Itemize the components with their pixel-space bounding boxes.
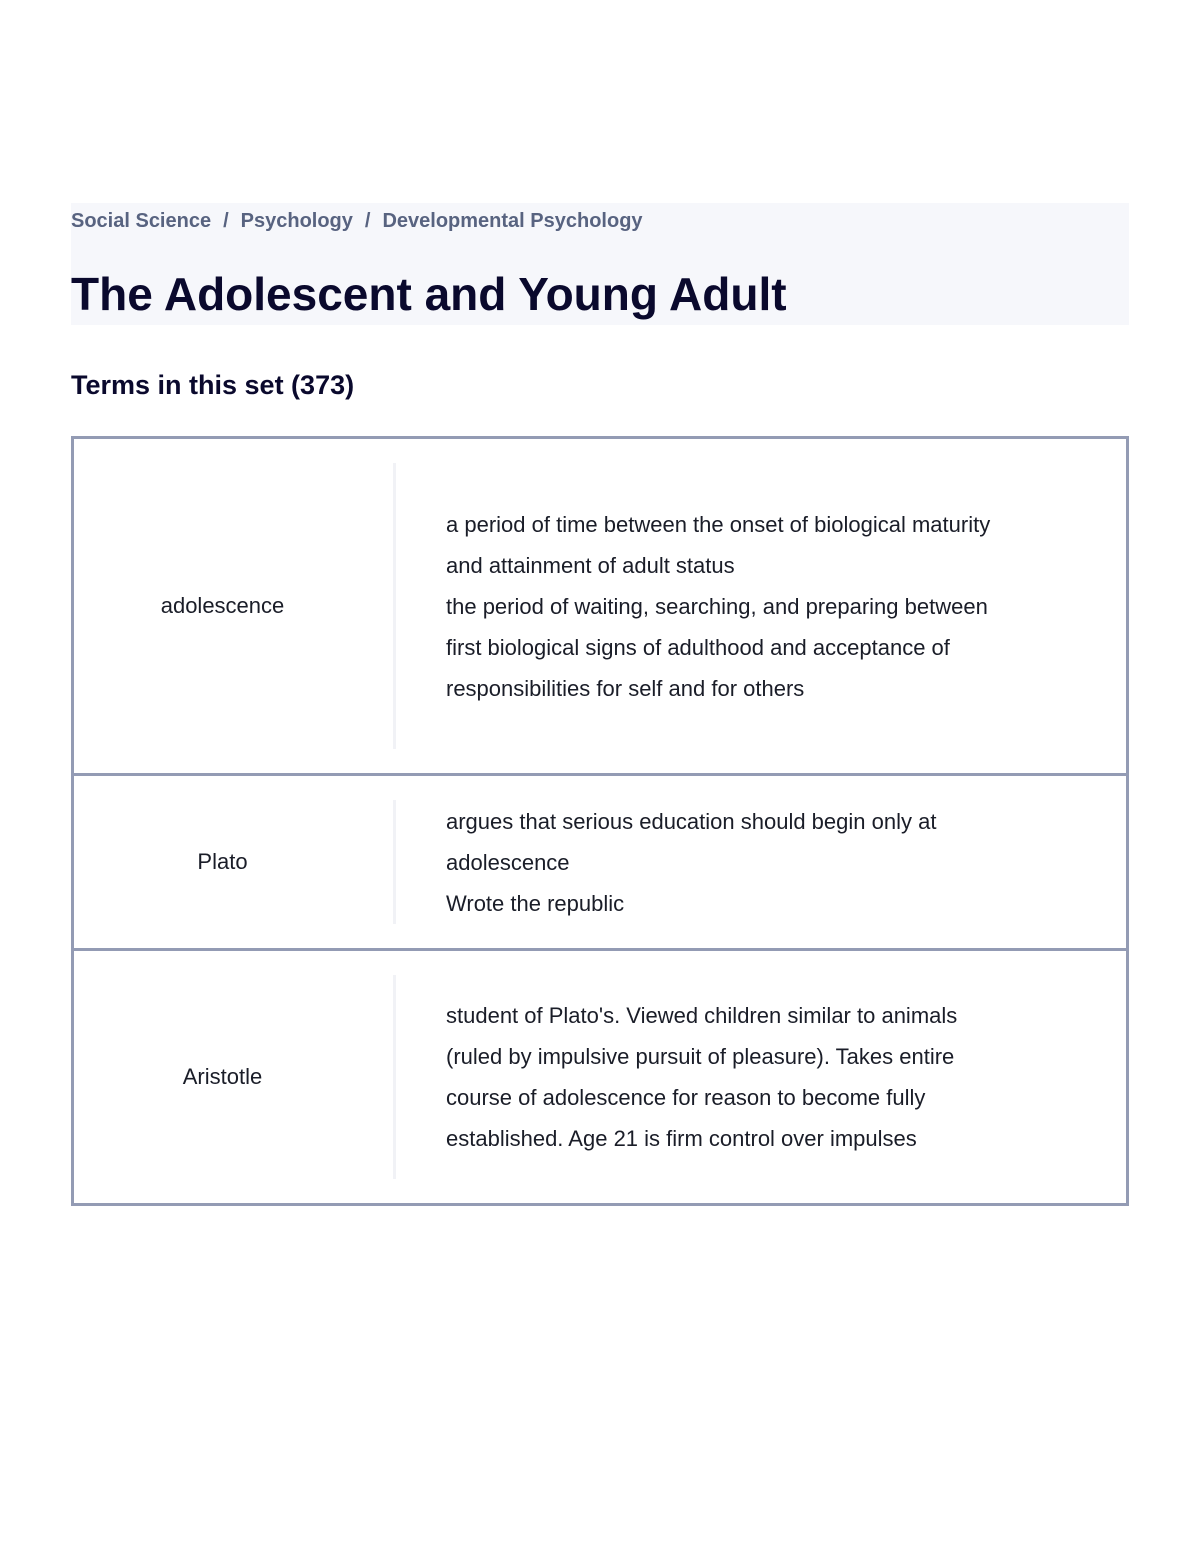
term-definition <box>396 776 1046 948</box>
term-definition <box>396 951 1046 1203</box>
term-word: Aristotle <box>182 1064 263 1089</box>
definition-line: the period of waiting, searching, and preparing between first biological signs of adulthood and acceptance of responsibilities for self and for others <box>446 593 988 701</box>
breadcrumb-link-psychology[interactable]: Psychology <box>240 209 353 232</box>
term-card-aristotle[interactable] <box>71 948 1129 1206</box>
definition-line: a period of time between the onset of biological maturity and attainment of adult status <box>446 511 991 578</box>
definition-line: Wrote the republic <box>446 890 625 916</box>
definition-line: argues that serious education should begin only at adolescence <box>446 808 937 875</box>
term-definition <box>396 439 1046 773</box>
term-word: Plato <box>197 849 248 874</box>
breadcrumb-link-developmental-psychology[interactable]: Developmental Psychology <box>382 209 643 232</box>
term-card-adolescence[interactable] <box>71 436 1129 776</box>
breadcrumb <box>71 206 643 236</box>
breadcrumb-link-social-science[interactable]: Social Science <box>71 209 212 232</box>
terms-list <box>71 436 1129 1206</box>
breadcrumb-separator: / <box>364 209 371 232</box>
term-word: adolescence <box>160 593 285 618</box>
breadcrumb-separator: / <box>223 209 229 232</box>
terms-heading: Terms in this set (373) <box>71 370 355 400</box>
term-card-plato[interactable] <box>71 773 1129 951</box>
page-title: The Adolescent and Young Adult <box>71 268 787 320</box>
definition-line: student of Plato's. Viewed children similar to animals (ruled by impulsive pursuit of pleasure). Takes entire course of adolescence for reason to become fully established. Age 21 is firm control over impulses <box>446 1003 958 1151</box>
